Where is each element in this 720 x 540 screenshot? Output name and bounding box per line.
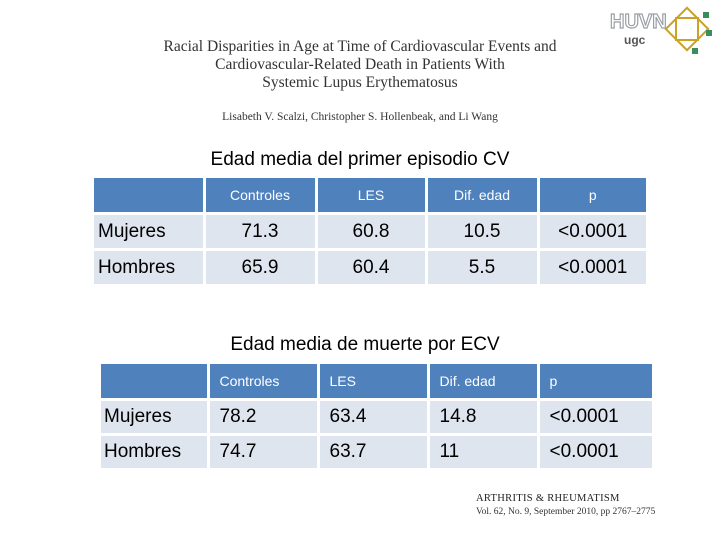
row-label: Hombres — [94, 250, 204, 285]
table-row — [101, 435, 652, 469]
cell-p: <0.0001 — [538, 435, 652, 469]
paper-title-line-3: Systemic Lupus Erythematosus — [262, 74, 458, 91]
header-cell-les: LES — [318, 364, 428, 400]
cell-p: <0.0001 — [538, 250, 646, 285]
table-row — [94, 214, 646, 250]
cell-les: 60.4 — [316, 250, 426, 285]
paper-title-line-2: Cardiovascular-Related Death in Patients With — [215, 56, 505, 73]
cell-p: <0.0001 — [538, 400, 652, 435]
cell-controles: 74.7 — [208, 435, 318, 469]
table-death — [101, 364, 652, 468]
table-header-row — [94, 178, 646, 214]
cell-les: 63.7 — [318, 435, 428, 469]
paper-authors: Lisabeth V. Scalzi, Christopher S. Hollenbeak, and Li Wang — [222, 111, 498, 123]
cell-controles: 71.3 — [204, 214, 316, 250]
header-cell-empty — [94, 178, 204, 214]
logo-subtext: ugc — [624, 33, 646, 47]
row-label: Mujeres — [101, 400, 208, 435]
cell-dif-edad: 10.5 — [426, 214, 538, 250]
table-title-first-event: Edad media del primer episodio CV — [210, 149, 510, 170]
table-first-event — [94, 178, 646, 284]
header-cell-p: p — [538, 178, 646, 214]
header-cell-empty — [101, 364, 208, 400]
table-header-row — [101, 364, 652, 400]
table-row — [101, 400, 652, 435]
header-cell-dif-edad: Dif. edad — [428, 364, 538, 400]
journal-name: ARTHRITIS & RHEUMATISM — [476, 493, 620, 504]
cell-controles: 65.9 — [204, 250, 316, 285]
table-title-death: Edad media de muerte por ECV — [230, 334, 500, 355]
cell-controles: 78.2 — [208, 400, 318, 435]
table-row — [94, 250, 646, 285]
header-cell-les: LES — [316, 178, 426, 214]
row-label: Hombres — [101, 435, 208, 469]
paper-title-line-1: Racial Disparities in Age at Time of Cardiovascular Events and — [163, 38, 557, 55]
header-cell-p: p — [538, 364, 652, 400]
cell-dif-edad: 5.5 — [426, 250, 538, 285]
row-label: Mujeres — [94, 214, 204, 250]
header-cell-controles: Controles — [208, 364, 318, 400]
journal-citation: Vol. 62, No. 9, September 2010, pp 2767–2775 — [476, 507, 656, 517]
cell-dif-edad: 11 — [428, 435, 538, 469]
cell-dif-edad: 14.8 — [428, 400, 538, 435]
logo-text: HUVN — [610, 11, 667, 33]
cell-les: 63.4 — [318, 400, 428, 435]
header-cell-controles: Controles — [204, 178, 316, 214]
cell-p: <0.0001 — [538, 214, 646, 250]
header-cell-dif-edad: Dif. edad — [426, 178, 538, 214]
cell-les: 60.8 — [316, 214, 426, 250]
